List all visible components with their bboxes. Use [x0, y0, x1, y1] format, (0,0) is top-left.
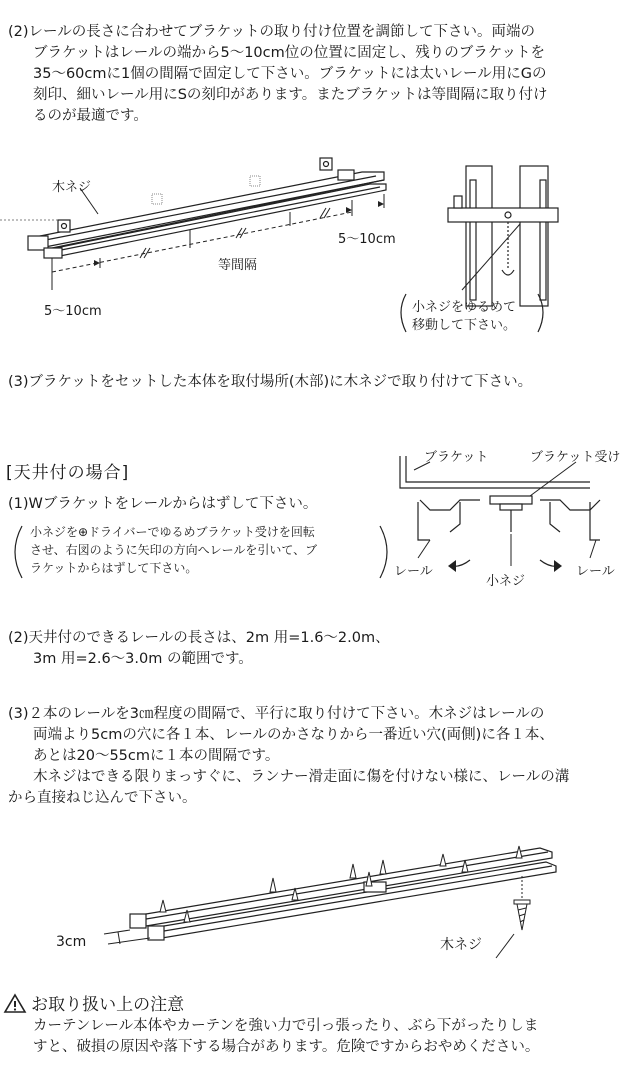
- ceiling-step3-line-2: 両端より5cmの穴に各１本、レールのかさなりから一番近い穴(両側)に各１本、: [33, 727, 554, 743]
- diagram2-gap-label: 3cm: [56, 934, 87, 950]
- ceiling-step3-line-4: 木ネジはできる限りまっすぐに、ランナー滑走面に傷を付けない様に、レールの溝: [33, 769, 570, 785]
- note-line-1: 小ネジを⊕ドライバーでゆるめブラケット受けを回転: [30, 525, 315, 539]
- diagram1-left-gap-label: 5〜10cm: [44, 304, 102, 319]
- bracket-mid-2: [250, 176, 260, 186]
- note-line-2: させ、右図のように矢印の方向へレールを引いて、ブ: [30, 543, 318, 557]
- diagram1-callout-line-1: 小ネジをゆるめて: [412, 300, 517, 315]
- step2-number: (2): [8, 24, 29, 40]
- ceiling-bracket-diagram: [390, 440, 640, 600]
- parallel-rails-diagram: [0, 830, 640, 970]
- caution-line-1: カーテンレール本体やカーテンを強い力で引っ張ったり、ぶら下がったりしま: [33, 1018, 539, 1034]
- step2-paragraph: [0, 22, 640, 127]
- ceiling-section-title: [天井付の場合]: [6, 463, 130, 483]
- step2-line-5: るのが最適です。: [33, 108, 148, 124]
- rail-bracket-diagram: [0, 150, 640, 350]
- bracket-mid-1: [152, 194, 162, 204]
- step3-text: (3)ブラケットをセットした本体を取付場所(木部)に木ネジで取り付けて下さい。: [8, 374, 533, 390]
- rail-illustration: [0, 150, 640, 350]
- ceiling-step1: (1)Wブラケットをレールからはずして下さい。: [8, 496, 318, 512]
- ceiling-diagram-receiver-label: ブラケット受け: [530, 450, 621, 465]
- parallel-rails-illustration: [0, 830, 640, 970]
- caution-body: [33, 1016, 539, 1058]
- ceiling-diagram-screw-label: 小ネジ: [486, 574, 526, 589]
- ceiling-note: [0, 522, 400, 582]
- diagram1-callout-line-2: 移動して下さい。: [412, 318, 517, 333]
- diagram1-right-gap-label: 5〜10cm: [338, 232, 396, 247]
- caution-header: [4, 990, 184, 1015]
- ceiling-step3: [8, 704, 638, 809]
- ceiling-step2: [8, 628, 390, 670]
- ceiling-step2-line-1: (2)天井付のできるレールの長さは、2m 用=1.6〜2.0m、: [8, 630, 390, 646]
- step2-line-1: レールの長さに合わせてブラケットの取り付け位置を調節して下さい。両端の: [28, 24, 536, 40]
- ceiling-step3-line-1: (3)２本のレールを3㎝程度の間隔で、平行に取り付けて下さい。木ネジはレールの: [8, 706, 545, 722]
- ceiling-step3-line-5: から直接ねじ込んで下さい。: [8, 790, 197, 806]
- wood-screw: [514, 900, 530, 930]
- ceiling-step3-line-3: あとは20〜55cmに１本の間隔です。: [33, 748, 280, 764]
- diagram2-screw-label: 木ネジ: [440, 937, 482, 953]
- ceiling-diagram-rail-right-label: レール: [576, 564, 615, 579]
- ceiling-step2-line-2: 3m 用=2.6〜3.0m の範囲です。: [33, 651, 253, 667]
- bracket-detail: [448, 166, 558, 306]
- ceiling-diagram-rail-left-label: レール: [394, 564, 433, 579]
- bracket-left: [58, 220, 70, 232]
- diagram1-equal-label: 等間隔: [218, 258, 258, 273]
- caution-line-2: すと、破損の原因や落下する場合があります。危険ですからおやめください。: [33, 1039, 540, 1055]
- caution-title: お取り扱い上の注意: [31, 995, 185, 1015]
- diagram1-screw-label: 木ネジ: [52, 180, 92, 195]
- step2-line-2: ブラケットはレールの端から5〜10cm位の位置に固定し、残りのブラケットを: [33, 45, 546, 61]
- ceiling-diagram-bracket-label: ブラケット: [424, 450, 489, 465]
- warning-icon: [4, 993, 26, 1013]
- note-line-3: ラケットからはずして下さい。: [30, 561, 198, 575]
- step2-line-4: 刻印、細いレール用にSの刻印があります。またブラケットは等間隔に取り付け: [33, 87, 548, 103]
- step2-line-3: 35〜60cmに1個の間隔で固定して下さい。ブラケットには太いレール用にGの: [33, 66, 547, 82]
